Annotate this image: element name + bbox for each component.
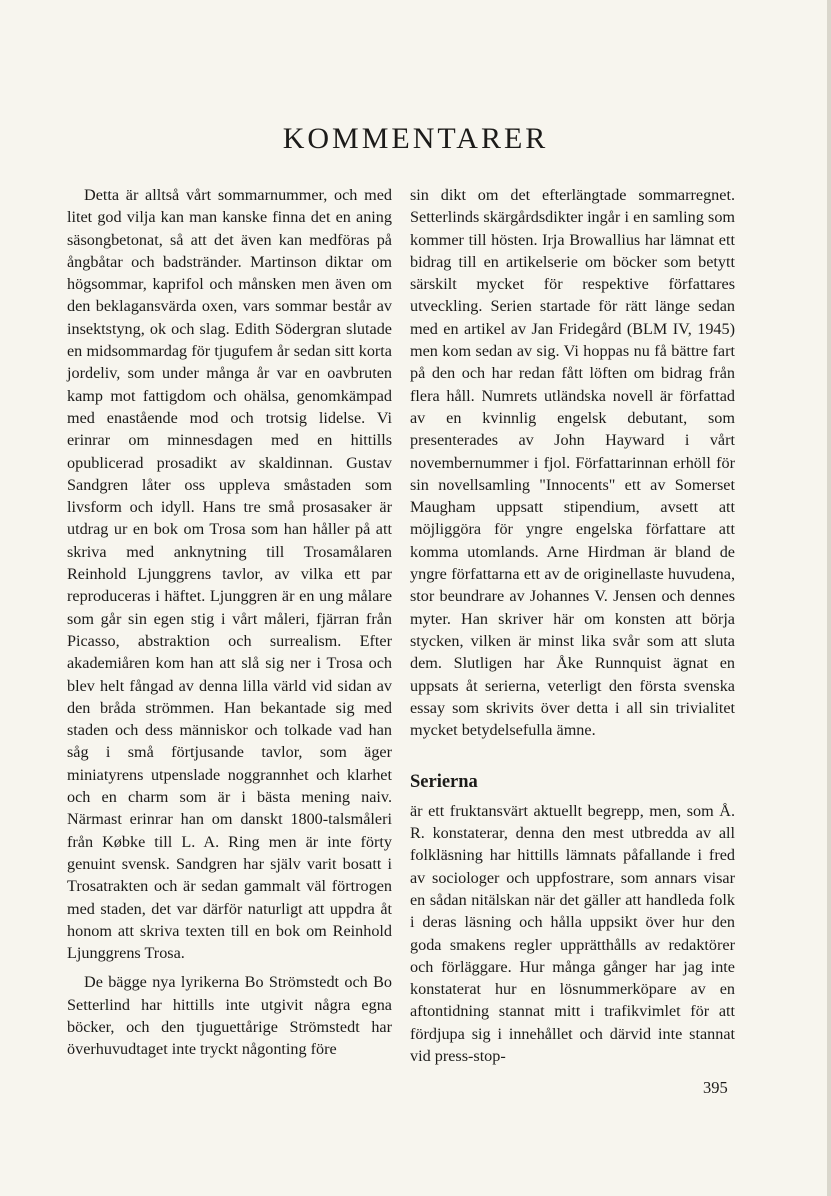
page-edge: [827, 0, 831, 1196]
right-column: [410, 184, 735, 1067]
paragraph-new-poets: De bägge nya lyrikerna Bo Strömstedt och Bo Setterlind har hittills inte utgivit några egna böcker, och den tjuguettårige Strömstedt har överhuvudtaget inte tryckt någonting före: [67, 973, 392, 1059]
section-heading-serierna: Serierna: [410, 772, 478, 793]
page-number: 395: [703, 1078, 728, 1097]
paragraph-continuation: sin dikt om det efterlängtade sommarregnet. Setterlinds skärgårdsdikter ingår i en samling som kommer till hösten. Irja Browallius har lämnat ett bidrag till en artikelserie om böcker som betytt särskilt mycket för respektive författares utveckling. Serien startade för rätt länge sedan med en artikel av Jan Fridegård (BLM IV, 1945) men kom sedan av sig. Vi hoppas nu få bättre fart på den och har redan fått löften om bidrag från flera håll. Numrets utländska novell är författad av en kvinnlig engelsk debutant, som presenterades av John Hayward i vårt novembernummer i fjol. Författarinnan erhöll för sin novellsamling "Innocents" ett av Somerset Maugham uppsatt stipendium, avsett att möjliggöra för yngre engelska författare att komma utomlands. Arne Hirdman är bland de yngre författarna ett av de originellaste huvudena, stor beundrare av Johannes V. Jensen och dennes myter. Han skriver här om konsten att börja stycken, vilken är minst lika svår som att sluta dem. Slutligen har Åke Runnquist ägnat en uppsats åt serierna, veterligt den första svenska essay som skrivits över detta i all sin trivialitet mycket betydelsefulla ämne.: [410, 186, 735, 740]
left-column: [67, 184, 392, 1061]
page-title: KOMMENTARER: [282, 122, 549, 155]
paragraph-serierna: är ett fruktansvärt aktuellt begrepp, men, som Å. R. konstaterar, denna den mest utbredda av all folkläsning har hittills lämnats påfallande i fred av sociologer och uppfostrare, som annars visar en sådan nitälskan när det gäller att handleda folk i deras läsning och hålla uppsikt över hur den goda smakens regler upprätthålls av redaktörer och förläggare. Hur många gånger har jag inte konstaterat hur en lösnummerköpare av en aftontidning stannat mitt i trafikvimlet för att fördjupa sig i innehållet och därvid inte stannat vid press-stop-: [410, 801, 735, 1065]
paragraph-summer-issue: Detta är alltså vårt sommarnummer, och med litet god vilja kan man kanske finna det en aning säsongbetonat, så att det även kan medföras på ångbåtar och badstränder. Martinson diktar om högsommar, kaprifol och månsken men även om den beklagansvärda oxen, vars sommar består av insektstyng, ok och slag. Edith Södergran slutade en midsommardag för tjugufem år sedan sitt korta jordeliv, som under många år var en oavbruten kamp mot fattigdom och ohälsa, genomkämpad med enastående mod och trotsig lidelse. Vi erinrar om minnesdagen med en hittills opublicerad prosadikt av skaldinnan. Gustav Sandgren låter oss uppleva småstaden som livsform och idyll. Hans tre små prosasaker är utdrag ur en bok om Trosa som han håller på att skriva med anknytning till Trosamålaren Reinhold Ljunggrens tavlor, av vilka ett par reproduceras i häftet. Ljunggren är en ung målare som går sin egen stig i vårt måleri, fjärran från Picasso, abstraktion och surrealism. Efter akademiåren kom han att slå sig ner i Trosa och blev helt fångad av denna lilla värld vid sidan av den bråda strömmen. Han bekantade sig med staden och dess människor och tolkade vad han såg i små förtjusande tavlor, som äger miniatyrens utpenslade noggrannhet och klarhet och en charm som är i bästa mening naiv. Närmast erinrar han om danskt 1800-talsmåleri från Købke till L. A. Ring men är inte förty genuint svensk. Sandgren har själv varit bosatt i Trosatrakten och är sedan gammalt väl förtrogen med staden, det var därför naturligt att uppdra åt honom att skriva texten till en bok om Reinhold Ljunggrens Trosa.: [67, 186, 392, 963]
